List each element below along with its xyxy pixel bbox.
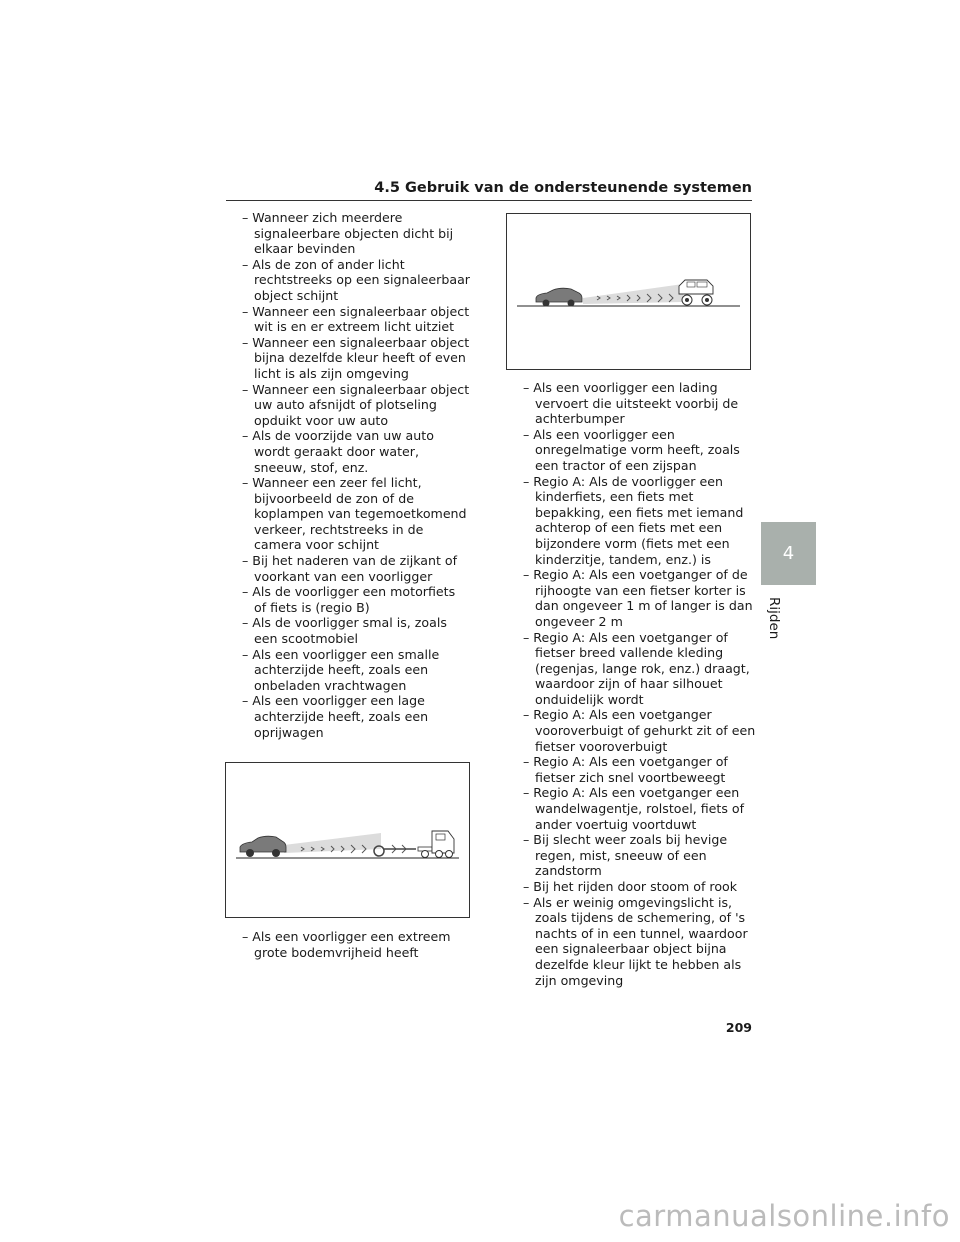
illustration-high-clearance-vehicle (506, 213, 751, 370)
left-column (242, 210, 470, 740)
car-suv-illustration (507, 214, 750, 369)
list-item: – Als de voorzijde van uw auto wordt geraakt door water, sneeuw, stof, enz. (242, 428, 434, 475)
list-item: – Bij het naderen van de zijkant of voorkant van een voorligger (242, 553, 458, 584)
list-item: – Regio A: Als een voetganger of de rijhoogte van een fietser korter is dan ongeveer 1 m of langer is dan ongeveer 2 m (523, 567, 753, 629)
page-number: 209 (725, 1020, 752, 1035)
list-item: – Als een voorligger een lage achterzijde heeft, zoals een oprijwagen (242, 693, 429, 740)
illustration-low-rear-truck (225, 762, 470, 918)
list-item: – Als de zon of ander licht rechtstreeks op een signaleerbaar object schijnt (242, 256, 470, 303)
list-item: – Bij het rijden door stoom of rook (523, 879, 738, 894)
list-item: – Wanneer zich meerdere signaleerbare objecten dicht bij elkaar bevinden (242, 210, 454, 257)
list-item: – Als er weinig omgevingslicht is, zoals tijdens de schemering, of 's nachts of in een tunnel, waardoor een signaleerbaar object bijna dezelfde kleur lijkt te hebben als zijn omgeving (523, 894, 748, 988)
list-item: – Als een voorligger een smalle achterzijde heeft, zoals een onbeladen vrachtwagen (242, 646, 440, 693)
car-truck-illustration (226, 763, 469, 917)
list-item: – Wanneer een signaleerbaar object wit is en er extreem licht uitziet (242, 303, 470, 335)
list-item: – Als de voorligger een motorfiets of fiets is (regio B) (242, 584, 456, 615)
list-item: – Regio A: Als een voetganger of fietser breed vallende kleding (regenjas, lange rok, enz.) draagt, waardoor zijn of haar silhouet onduidelijk wordt (523, 629, 750, 707)
chapter-name: Rijden (766, 597, 782, 640)
section-title: 4.5 Gebruik van de ondersteunende systemen (374, 180, 752, 196)
watermark: carmanualsonline.info (618, 1199, 950, 1233)
left-bullet-list (242, 210, 470, 740)
list-item: – Als een voorligger een lading vervoert die uitsteekt voorbij de achterbumper (523, 380, 739, 427)
list-item: – Wanneer een signaleerbaar object uw auto afsnijdt of plotseling opduikt voor uw auto (242, 381, 470, 428)
right-column (523, 380, 758, 988)
list-item: – Regio A: Als een voetganger of fietser zich snel voortbeweegt (523, 754, 728, 785)
list-item: – Regio A: Als een voetganger een wandelwagentje, rolstoel, fiets of ander voertuig voortduwt (523, 785, 745, 832)
list-item: – Bij slecht weer zoals bij hevige regen, mist, sneeuw of een zandstorm (523, 832, 728, 879)
list-item: – Regio A: Als de voorligger een kinderfiets, een fiets met bepakking, een fiets met iemand achterop of een fiets met een bijzondere vorm (fiets met een kinderzitje, tandem, enz.) is (523, 473, 744, 567)
list-item: – Als de voorligger smal is, zoals een scootmobiel (242, 615, 447, 647)
right-bullet-list (523, 380, 758, 988)
chapter-tab (761, 522, 816, 585)
list-item: – Als een voorligger een extreem grote bodemvrijheid heeft (242, 929, 451, 960)
left-bullet-list-2 (242, 929, 470, 960)
chapter-number: 4 (782, 543, 795, 564)
list-item: – Als een voorligger een onregelmatige vorm heeft, zoals een tractor of een zijspan (523, 426, 740, 473)
left-column-after-figure (242, 929, 470, 960)
list-item: – Wanneer een zeer fel licht, bijvoorbeeld de zon of de koplampen van tegemoetkomend verkeer, rechtstreeks in de camera voor schijnt (242, 475, 467, 553)
list-item: – Regio A: Als een voetganger vooroverbuigt of gehurkt zit of een fietser vooroverbuigt (523, 707, 756, 754)
section-header (226, 178, 752, 201)
list-item: – Wanneer een signaleerbaar object bijna dezelfde kleur heeft of even licht is als zijn omgeving (242, 334, 470, 381)
